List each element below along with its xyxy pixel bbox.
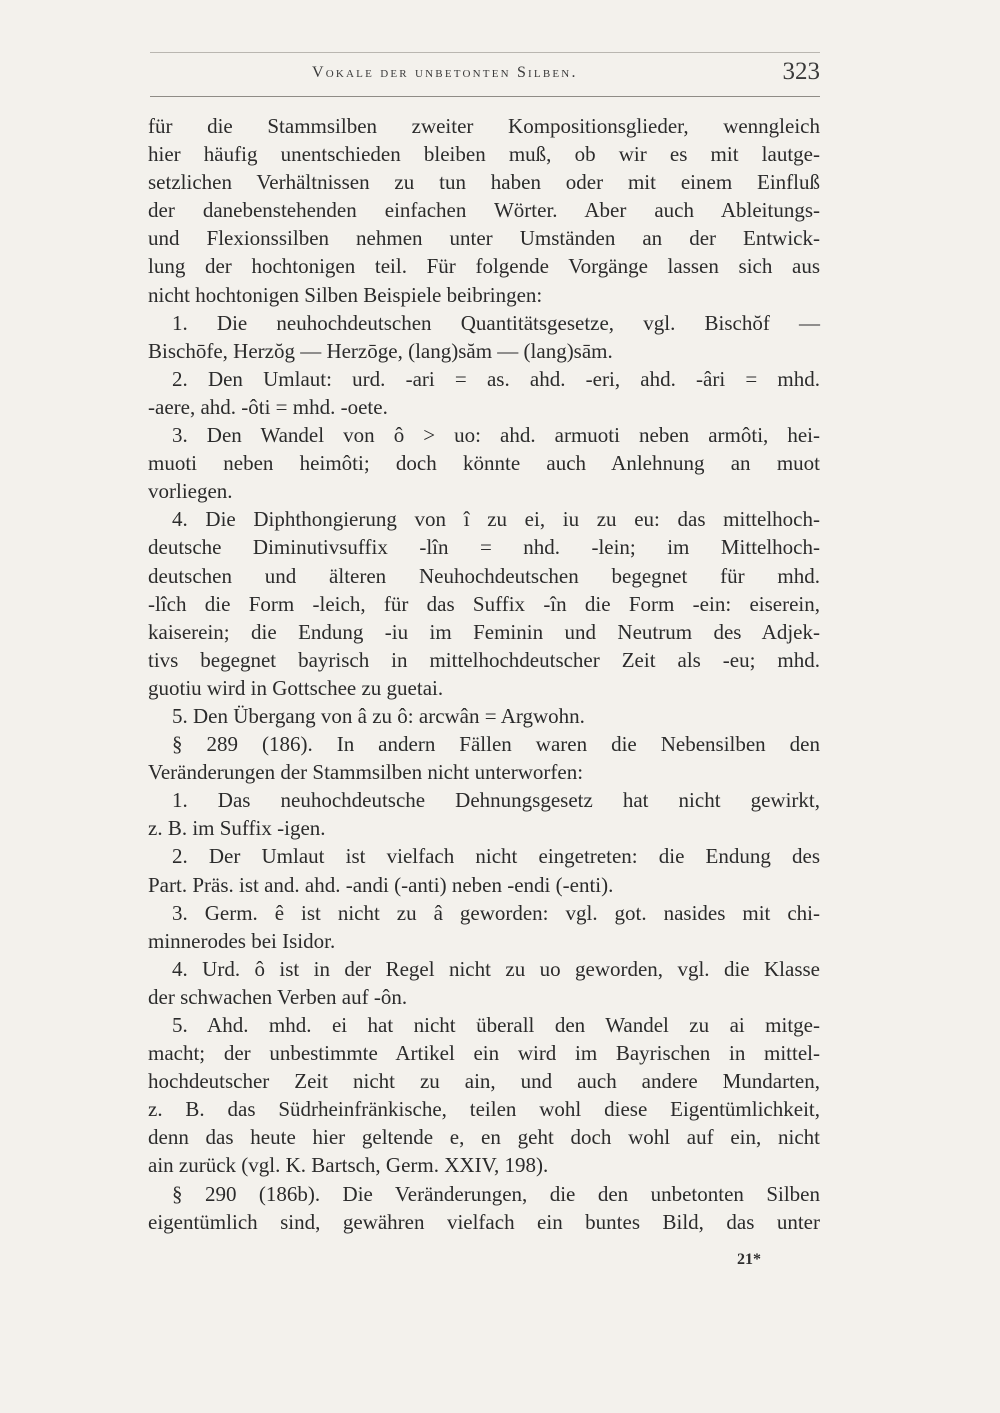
text-line: ain zurück (vgl. K. Bartsch, Germ. XXIV, 198). — [148, 1153, 549, 1178]
text-line: setzlichen Verhältnissen zu tun haben oder mit einem Einfluß — [148, 170, 820, 195]
text-line: deutschen und älteren Neuhochdeutschen begegnet für mhd. — [148, 563, 820, 588]
text-line: Veränderungen der Stammsilben nicht unterworfen: — [148, 760, 584, 785]
text-line: vorliegen. — [148, 479, 233, 504]
text-line: 5. Den Übergang von â zu ô: arcwân = Argwohn. — [172, 703, 585, 728]
text-line: § 290 (186b). Die Veränderungen, die den unbetonten Silben — [172, 1181, 820, 1206]
text-line: hochdeutscher Zeit nicht zu ain, und auch andere Mundarten, — [148, 1069, 820, 1094]
text-line: muoti neben heimôti; doch könnte auch Anlehnung an muot — [148, 451, 820, 476]
text-line: kaiserein; die Endung -iu im Feminin und Neutrum des Adjek- — [148, 619, 820, 644]
text-line: 4. Die Diphthongierung von î zu ei, iu zu eu: das mittelhoch- — [172, 507, 820, 532]
page-number: 323 — [782, 58, 820, 85]
body-text — [148, 112, 820, 1236]
text-line: nicht hochtonigen Silben Beispiele beibringen: — [148, 282, 543, 307]
text-line: § 289 (186). In andern Fällen waren die Nebensilben den — [172, 732, 820, 757]
text-line: 3. Germ. ê ist nicht zu â geworden: vgl. got. nasides mit chi- — [172, 900, 820, 925]
text-line: der schwachen Verben auf -ôn. — [148, 984, 408, 1009]
text-line: 2. Der Umlaut ist vielfach nicht eingetreten: die Endung des — [172, 844, 820, 869]
text-line: denn das heute hier geltende e, en geht doch wohl auf ein, nicht — [148, 1125, 820, 1150]
text-line: minnerodes bei Isidor. — [148, 928, 336, 953]
text-line: 4. Urd. ô ist in der Regel nicht zu uo geworden, vgl. die Klasse — [172, 956, 820, 981]
running-title: Vokale der unbetonten Silben. — [312, 64, 578, 81]
text-line: tivs begegnet bayrisch in mittelhochdeutscher Zeit als -eu; mhd. — [148, 647, 820, 672]
text-line: eigentümlich sind, gewähren vielfach ein buntes Bild, das unter — [148, 1209, 820, 1234]
text-line: lung der hochtonigen teil. Für folgende Vorgänge lassen sich aus — [148, 254, 820, 279]
text-line: Bischōfe, Herzŏg — Herzōge, (lang)săm — (lang)sām. — [148, 338, 613, 363]
top-rule — [150, 52, 820, 53]
text-line: Part. Präs. ist and. ahd. -andi (-anti) neben -endi (-enti). — [148, 872, 614, 897]
text-line: hier häufig unentschieden bleiben muß, ob wir es mit lautge- — [148, 142, 820, 167]
running-header — [150, 58, 820, 96]
text-line: der danebenstehenden einfachen Wörter. Aber auch Ableitungs- — [148, 198, 820, 223]
text-line: z. B. im Suffix -igen. — [148, 816, 326, 841]
text-line: 1. Das neuhochdeutsche Dehnungsgesetz hat nicht gewirkt, — [172, 788, 820, 813]
text-line: deutsche Diminutivsuffix -lîn = nhd. -lein; im Mittelhoch- — [148, 535, 820, 560]
text-line: z. B. das Südrheinfränkische, teilen wohl diese Eigentümlichkeit, — [148, 1097, 820, 1122]
signature-mark: 21* — [737, 1251, 761, 1268]
text-line: macht; der unbestimmte Artikel ein wird im Bayrischen in mittel- — [148, 1041, 820, 1066]
text-line: und Flexionssilben nehmen unter Umständen an der Entwick- — [148, 226, 820, 251]
text-line: guotiu wird in Gottschee zu guetai. — [148, 675, 444, 700]
text-line: -aere, ahd. -ôti = mhd. -oete. — [148, 394, 388, 419]
text-line: 3. Den Wandel von ô > uo: ahd. armuoti neben armôti, hei- — [172, 423, 820, 448]
header-rule — [150, 96, 820, 97]
text-line: 2. Den Umlaut: urd. -ari = as. ahd. -eri, ahd. -âri = mhd. — [172, 366, 820, 391]
text-line: -lîch die Form -leich, für das Suffix -în die Form -ein: eiserein, — [148, 591, 820, 616]
text-line: 5. Ahd. mhd. ei hat nicht überall den Wandel zu ai mitge- — [172, 1013, 820, 1037]
text-line: für die Stammsilben zweiter Kompositionsglieder, wenngleich — [148, 114, 820, 138]
text-line: 1. Die neuhochdeutschen Quantitätsgesetze, vgl. Bischŏf — — [172, 310, 820, 335]
